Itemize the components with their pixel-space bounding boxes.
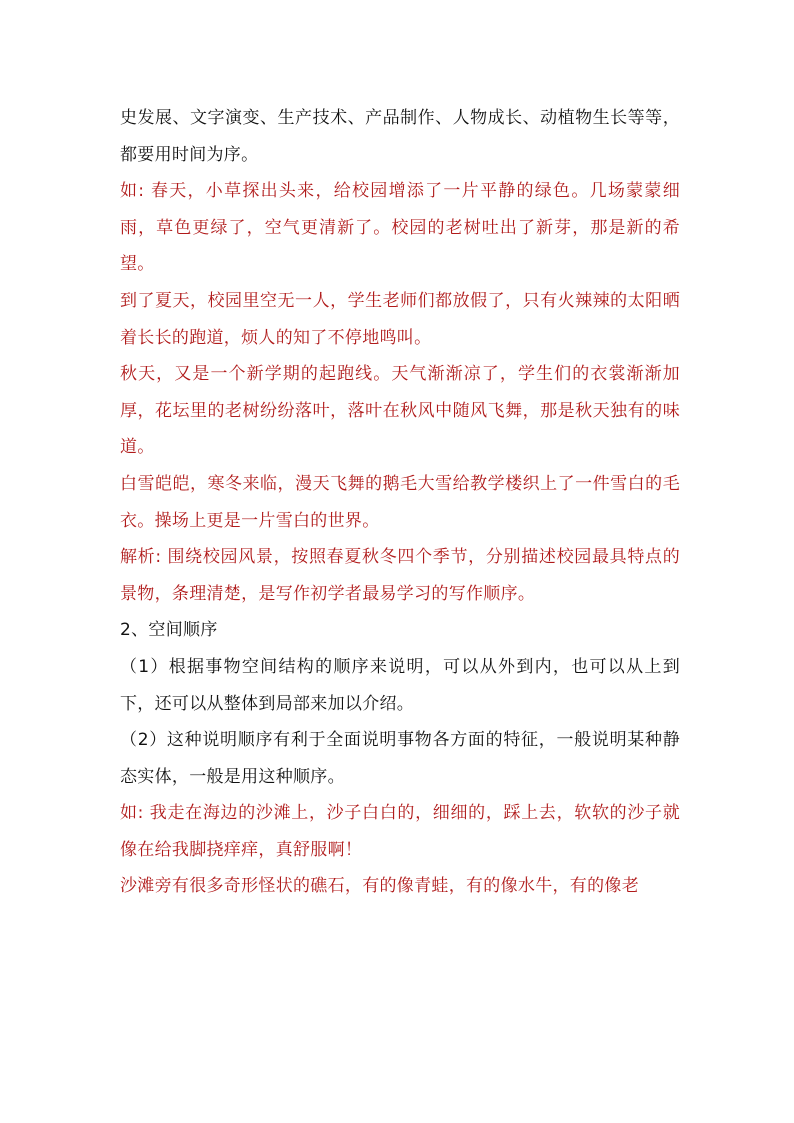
section-heading-space-order: 2、空间顺序	[120, 620, 218, 641]
paragraph-example-autumn: 秋天，又是一个新学期的起跑线。天气渐渐凉了，学生们的衣裳渐渐加厚，花坛里的老树纷纷落叶，落叶在秋风中随风飞舞，那是秋天独有的味道。	[120, 364, 680, 458]
paragraph-example-rocks: 沙滩旁有很多奇形怪状的礁石，有的像青蛙，有的像水牛，有的像老	[120, 876, 639, 897]
paragraph-space-order-point-2: （2）这种说明顺序有利于全面说明事物各方面的特征，一般说明某种静态实体，一般是用这种顺序。	[120, 730, 680, 787]
paragraph-example-beach: 如: 我走在海边的沙滩上，沙子白白的，细细的，踩上去，软软的沙子就像在给我脚挠痒痒，真舒服啊！	[120, 803, 680, 860]
paragraph-analysis: 解析: 围绕校园风景，按照春夏秋冬四个季节，分别描述校园最具特点的景物，条理清楚，是写作初学者最易学习的写作顺序。	[120, 547, 680, 604]
document-body	[120, 100, 680, 905]
paragraph-example-spring: 如: 春天，小草探出头来，给校园增添了一片平静的绿色。几场蒙蒙细雨，草色更绿了，空气更清新了。校园的老树吐出了新芽，那是新的希望。	[120, 181, 680, 275]
paragraph-example-winter: 白雪皑皑，寒冬来临，漫天飞舞的鹅毛大雪给教学楼织上了一件雪白的毛衣。操场上更是一片雪白的世界。	[120, 473, 680, 531]
paragraph-example-summer: 到了夏天，校园里空无一人，学生老师们都放假了，只有火辣辣的太阳晒着长长的跑道，烦人的知了不停地鸣叫。	[120, 290, 680, 348]
paragraph-space-order-point-1: （1）根据事物空间结构的顺序来说明，可以从外到内，也可以从上到下，还可以从整体到局部来加以介绍。	[120, 656, 680, 714]
paragraph-time-order-scope: 史发展、文字演变、生产技术、产品制作、人物成长、动植物生长等等，都要用时间为序。	[120, 108, 680, 165]
